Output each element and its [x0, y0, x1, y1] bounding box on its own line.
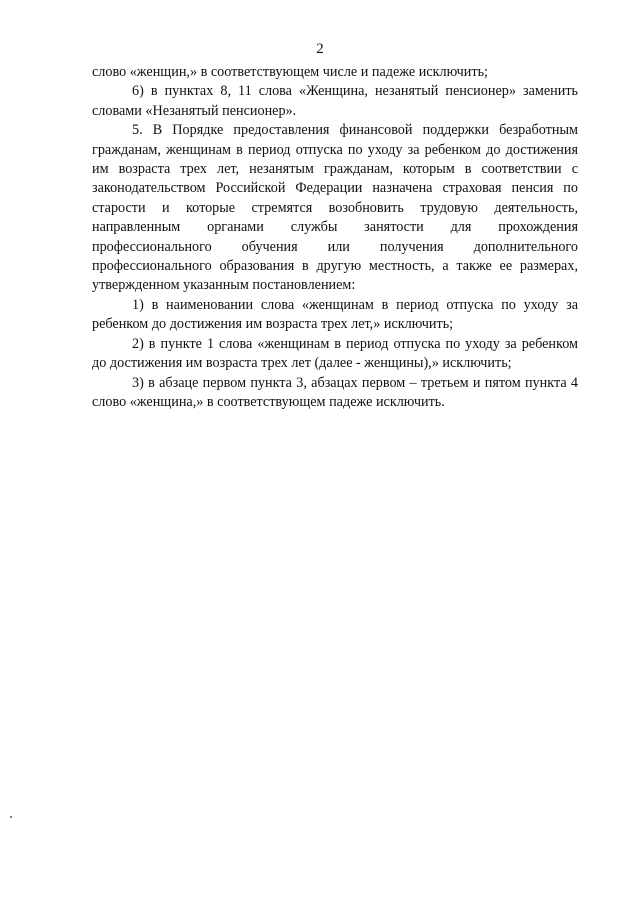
scan-artifact-dot	[10, 816, 12, 818]
paragraph-item-2: 2) в пункте 1 слова «женщинам в период отпуска по уходу за ребенком до достижения им возраста трех лет (далее - женщины),» исключить;	[92, 335, 578, 372]
page-number: 2	[316, 41, 324, 57]
paragraph-item-6: 6) в пунктах 8, 11 слова «Женщина, незанятый пенсионер» заменить словами «Незанятый пенсионер».	[92, 83, 578, 119]
document-body	[92, 63, 578, 412]
paragraph-section-5: 5. В Порядке предоставления финансовой поддержки безработным гражданам, женщинам в период отпуска по уходу за ребенком до достижения им возраста трех лет, незанятым гражданам, которым в соответствии с законодательством Российской Федерации назначена страховая пенсия по старости и которые стремятся возобновить трудовую деятельность, направленным органами службы занятости для прохождения профессионального обучения или получения дополнительного профессионального образования в другую местность, а также ее размерах, утвержденном указанным постановлением:	[92, 122, 578, 294]
paragraph-item-3: 3) в абзаце первом пункта 3, абзацах первом – третьем и пятом пункта 4 слово «женщина,» в соответствующем падеже исключить.	[92, 374, 578, 410]
paragraph-item-1: 1) в наименовании слова «женщинам в период отпуска по уходу за ребенком до достижения им возраста трех лет,» исключить;	[92, 296, 578, 333]
paragraph-continuation: слово «женщин,» в соответствующем числе и падеже исключить;	[92, 64, 489, 80]
